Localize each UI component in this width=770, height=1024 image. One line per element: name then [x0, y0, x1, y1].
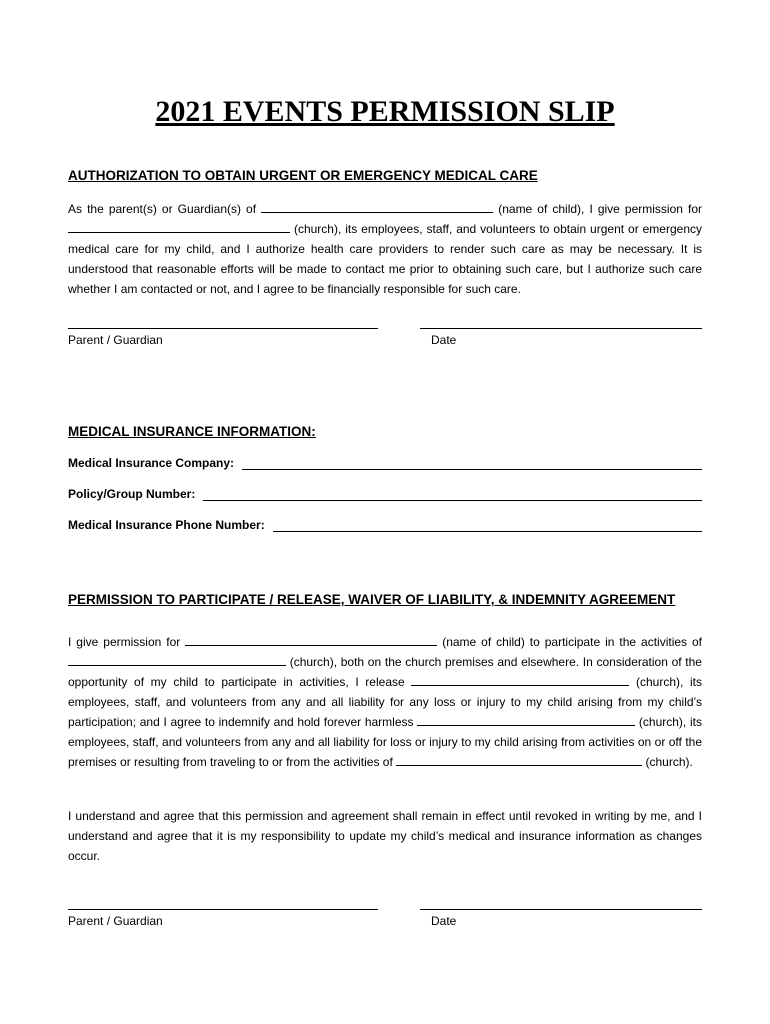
insurance-phone-blank[interactable]: [273, 520, 702, 532]
date-signature-line[interactable]: [420, 909, 702, 910]
section-heading-medical-care: AUTHORIZATION TO OBTAIN URGENT OR EMERGENCY MEDICAL CARE: [68, 168, 538, 183]
policy-number-field: [68, 487, 702, 501]
insurance-company-blank[interactable]: [242, 458, 702, 470]
parent-guardian-label: Parent / Guardian: [68, 333, 163, 347]
para-text: As the parent(s) or Guardian(s) of: [68, 202, 257, 216]
parent-signature-line[interactable]: [68, 328, 378, 329]
church-name-blank[interactable]: [396, 754, 642, 766]
agreement-paragraph: I understand and agree that this permission and agreement shall remain in effect until revoked in writing by me, and I understand and agree that it is my responsibility to update my child’s medical and insurance information as changes occur.: [68, 809, 702, 863]
para-text: (church).: [645, 755, 693, 769]
insurance-company-field: [68, 456, 702, 470]
field-label: Policy/Group Number:: [68, 487, 196, 501]
date-signature-line[interactable]: [420, 328, 702, 329]
section-heading-insurance: MEDICAL INSURANCE INFORMATION:: [68, 424, 316, 439]
section-heading-release-waiver: PERMISSION TO PARTICIPATE / RELEASE, WAIVER OF LIABILITY, & INDEMNITY AGREEMENT: [68, 592, 676, 607]
child-name-blank[interactable]: [185, 634, 437, 646]
document-title: 2021 EVENTS PERMISSION SLIP: [155, 95, 615, 128]
field-label: Medical Insurance Company:: [68, 456, 235, 470]
church-name-blank[interactable]: [68, 221, 290, 233]
insurance-phone-field: [68, 518, 702, 532]
date-label: Date: [431, 333, 457, 347]
date-label: Date: [431, 914, 457, 928]
release-paragraph: [68, 632, 702, 772]
child-name-blank[interactable]: [261, 201, 493, 213]
church-name-blank[interactable]: [417, 714, 635, 726]
church-name-blank[interactable]: [411, 674, 629, 686]
para-text: (church), its employees, staff, and volunteers to obtain urgent or emergency medical care for my child, and I authorize health care providers to render such care as may be necessary. It is understood that reasonable efforts will be made to contact me prior to obtaining such care, but I authorize such care whether I am contacted or not, and I agree to be financially responsible for such care.: [68, 222, 702, 296]
para-text: (name of child), I give permission for: [498, 202, 703, 216]
parent-guardian-label: Parent / Guardian: [68, 914, 163, 928]
para-text: I give permission for: [68, 635, 181, 649]
authorization-paragraph: [68, 199, 702, 299]
church-name-blank[interactable]: [68, 654, 286, 666]
para-text: (name of child) to participate in the activities of: [442, 635, 702, 649]
para-text: (church), its employees, staff, and volunteers from any and all liability for loss or injury to my child arising from activities on or off the premises or resulting from traveling to or from the activities of: [68, 715, 702, 769]
policy-number-blank[interactable]: [203, 489, 702, 501]
field-label: Medical Insurance Phone Number:: [68, 518, 265, 532]
para-text: (church), its employees, staff, and volunteers from any and all liability for any loss or injury to my child arising from my child’s participation; and I agree to indemnify and hold forever harmless: [68, 675, 702, 729]
parent-signature-line[interactable]: [68, 909, 378, 910]
para-text: (church), both on the church premises and elsewhere. In consideration of the opportunity of my child to participate in activities, I release: [68, 655, 702, 689]
